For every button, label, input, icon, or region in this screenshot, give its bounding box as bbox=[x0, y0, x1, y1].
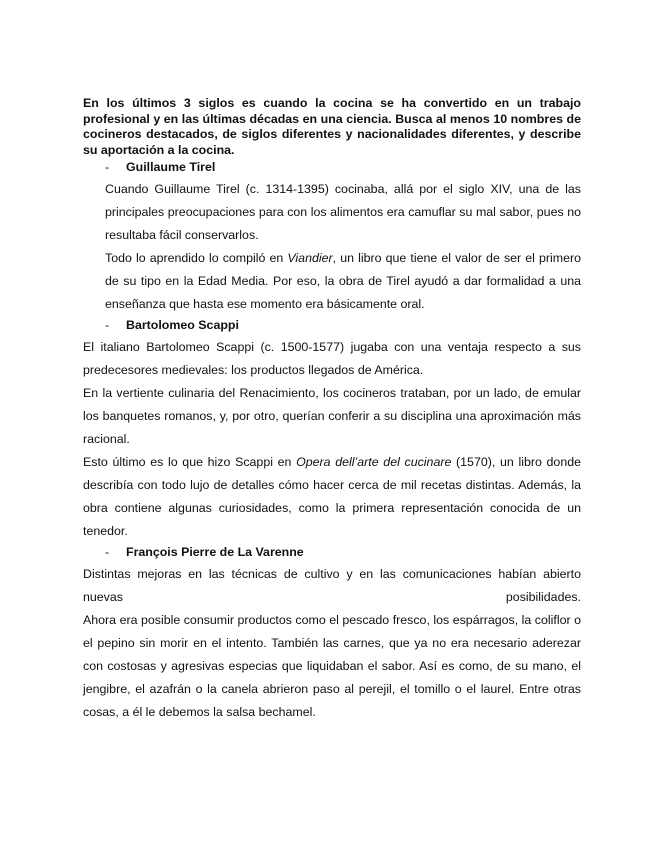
text-run: Ahora era posible consumir productos como el pescado fresco, los espárragos, la coliflor o el pepino sin morir en el intento. También las carnes, que ya no era necesario aderezar con costosas y agresivas especias que liquidaban el sabor. Así es como, de su mano, el jengibre, el azafrán o la canela abrieron paso al perejil, el tomillo o el laurel. Entre otras cosas, a él le debemos la bbox=[83, 613, 581, 719]
varenne-paragraph-1: Distintas mejoras en las técnicas de cultivo y en las comunicaciones habían abierto nuevas posibilidades. bbox=[83, 567, 581, 604]
inline-link[interactable]: salsa bechamel bbox=[226, 705, 313, 719]
bullet-dash: - bbox=[105, 160, 110, 174]
bullet-dash: - bbox=[105, 318, 110, 332]
text-run: . bbox=[312, 705, 316, 719]
text-run: Esto último es lo que hizo Scappi en bbox=[83, 455, 297, 469]
text-run: , un libro que tiene el valor de ser el primero de su tipo en la Edad Media. Por eso, la obra de Tirel ayudó a dar formalidad a una enseñanza que hasta ese momento era básicamente oral. bbox=[105, 251, 582, 311]
bullet-dash: - bbox=[105, 545, 110, 559]
scappi-paragraph-2: En la vertiente culinaria del Renacimiento, los cocineros trataban, por un lado, de emular los banquetes romanos, y, por otro, querían conferir a su disciplina una aproximación más racional. bbox=[83, 386, 581, 446]
text-run: Todo lo aprendido lo compiló en bbox=[105, 251, 288, 265]
tirel-paragraph-2 bbox=[83, 247, 581, 316]
heading-text: François Pierre de La Varenne bbox=[126, 545, 304, 559]
heading-text: Bartolomeo Scappi bbox=[126, 318, 239, 332]
book-title: Viandier bbox=[287, 251, 333, 265]
varenne-paragraph-2 bbox=[83, 609, 581, 724]
inline-link[interactable]: productos llegados de América bbox=[250, 363, 420, 377]
heading-text: Guillaume Tirel bbox=[126, 160, 216, 174]
tirel-paragraph-1: Cuando Guillaume Tirel (c. 1314-1395) cocinaba, allá por el siglo XIV, una de las principales preocupaciones para con los alimentos era camuflar su mal sabor, pues no resultaba fácil conservarlos. bbox=[105, 182, 581, 242]
section-heading-scappi bbox=[83, 316, 581, 336]
document-page bbox=[83, 96, 581, 724]
text-run: El italiano Bartolomeo Scappi (c. 1500-1577) jugaba con una ventaja respecto a sus predecesores medievales: los bbox=[83, 340, 581, 377]
text-run: (1570), un libro donde describía con todo lujo de detalles cómo hacer cerca de mil recetas distintas. Además, la obra contiene algunas curiosidades, como la primera representación conocida de un tenedor. bbox=[83, 455, 581, 538]
section-heading-tirel bbox=[83, 158, 581, 178]
assignment-question: En los últimos 3 siglos es cuando la cocina se ha convertido en un trabajo profesional y en las últimas décadas en una ciencia. Busca al menos 10 nombres de cocineros destacados, de siglos diferentes y nacionalidades diferentes, y describe su aportación a la cocina. bbox=[83, 96, 581, 157]
section-heading-varenne bbox=[83, 543, 581, 563]
scappi-paragraph-1 bbox=[83, 336, 581, 382]
text-run: . bbox=[419, 363, 424, 377]
book-title: Opera dell’arte del cucinare bbox=[296, 455, 452, 469]
scappi-paragraph-3 bbox=[83, 451, 581, 543]
